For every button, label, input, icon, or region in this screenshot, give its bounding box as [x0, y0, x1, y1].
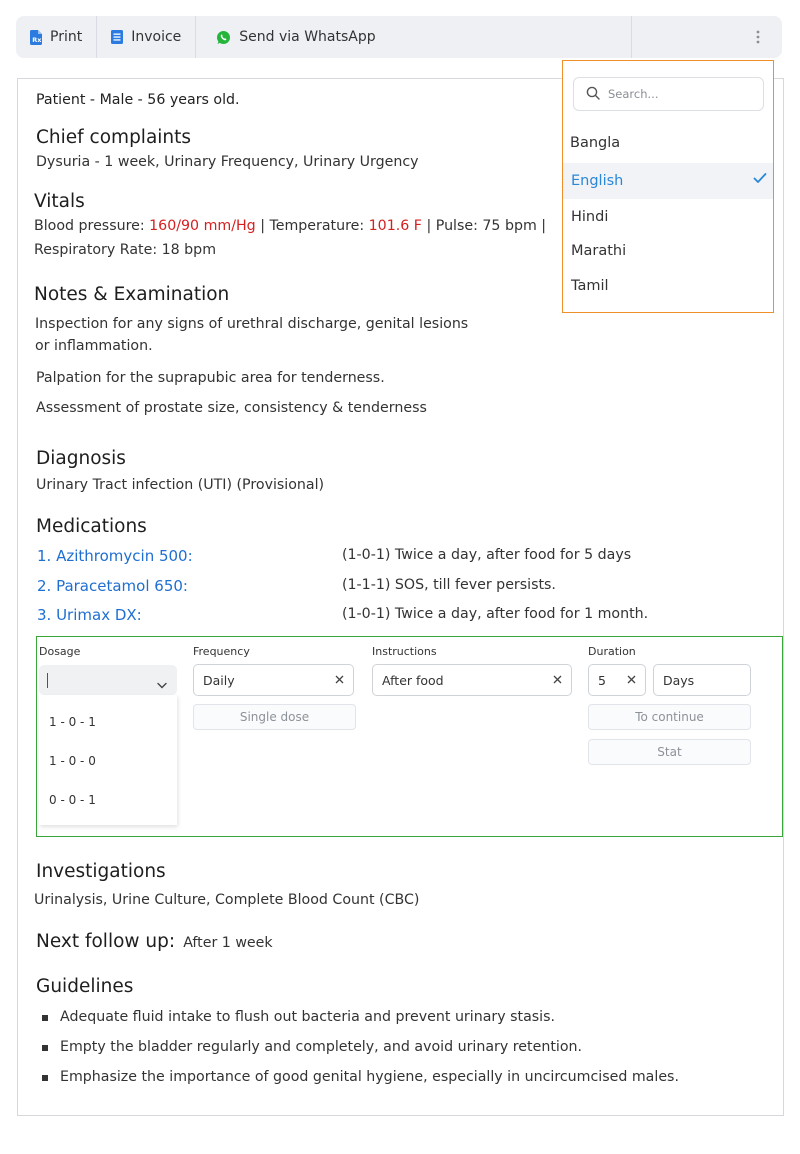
frequency-field[interactable]: [193, 664, 354, 696]
language-option-english[interactable]: [563, 163, 773, 199]
language-option-hindi[interactable]: Hindi: [571, 209, 609, 225]
toolbar-divider: [631, 16, 632, 58]
bp-value: 160/90 mm/Hg: [149, 218, 256, 234]
clear-duration-icon[interactable]: [626, 673, 637, 688]
bp-label: Blood pressure:: [34, 218, 145, 234]
diagnosis-title: Diagnosis: [36, 448, 126, 469]
print-label: Print: [50, 29, 83, 45]
clear-frequency-icon[interactable]: [334, 673, 345, 688]
guideline-item: Emphasize the importance of good genital hygiene, especially in uncircumcised males.: [60, 1069, 679, 1085]
language-search[interactable]: [573, 77, 764, 111]
diagnosis-text: Urinary Tract infection (UTI) (Provisional): [36, 477, 325, 493]
bullet-icon: [42, 1075, 48, 1081]
language-option-marathi[interactable]: Marathi: [571, 243, 627, 259]
invoice-button[interactable]: [97, 16, 195, 58]
duration-label: Duration: [588, 645, 636, 658]
medication-instruction: (1-0-1) Twice a day, after food for 1 month.: [342, 606, 649, 622]
medication-instruction: (1-0-1) Twice a day, after food for 5 days: [342, 547, 632, 563]
notes-title: Notes & Examination: [34, 284, 230, 305]
duration-field[interactable]: [588, 664, 646, 696]
to-continue-button[interactable]: To continue: [588, 704, 751, 730]
frequency-value: Daily: [203, 672, 235, 688]
follow-up-label: Next follow up:: [36, 931, 176, 952]
follow-up-value: After 1 week: [183, 935, 273, 951]
language-option-bangla[interactable]: Bangla: [570, 135, 621, 151]
patient-details: Male - 56 years old.: [99, 92, 240, 108]
medication-name[interactable]: 1. Azithromycin 500:: [37, 547, 193, 565]
invoice-label: Invoice: [131, 29, 182, 45]
single-dose-button[interactable]: Single dose: [193, 704, 356, 730]
chief-complaints-text: Dysuria - 1 week, Urinary Frequency, Urinary Urgency: [36, 154, 419, 170]
instructions-label: Instructions: [372, 645, 437, 658]
dosage-option[interactable]: 0 - 0 - 1: [49, 793, 96, 807]
medication-editor: [36, 636, 783, 837]
chevron-down-icon[interactable]: [157, 674, 167, 693]
notes-line: Assessment of prostate size, consistency & tenderness: [36, 400, 427, 416]
vitals-line: [34, 218, 546, 234]
dosage-option[interactable]: 1 - 0 - 0: [49, 754, 96, 768]
medications-title: Medications: [36, 516, 147, 537]
language-option-label: English: [571, 173, 624, 189]
patient-line: [36, 92, 240, 108]
dosage-options-list: [39, 695, 177, 825]
notes-line: Palpation for the suprapubic area for tenderness.: [36, 370, 385, 386]
action-toolbar: [16, 16, 782, 58]
checkmark-icon: [753, 172, 767, 188]
vitals-title: Vitals: [34, 191, 85, 212]
patient-label: Patient: [36, 92, 86, 108]
follow-up-line: [36, 931, 273, 952]
bullet-icon: [42, 1015, 48, 1021]
print-button[interactable]: [16, 16, 96, 58]
language-search-input[interactable]: [608, 87, 748, 101]
duration-value: 5: [598, 672, 606, 688]
text-cursor: [47, 673, 48, 688]
svg-text:Rx: Rx: [32, 35, 42, 44]
prescription-file-icon: [30, 30, 42, 45]
dosage-option[interactable]: 1 - 0 - 1: [49, 715, 96, 729]
medication-name[interactable]: 2. Paracetamol 650:: [37, 577, 188, 595]
language-option-tamil[interactable]: Tamil: [571, 278, 609, 294]
search-icon: [586, 85, 600, 104]
clear-instructions-icon[interactable]: [552, 673, 563, 688]
whatsapp-label: Send via WhatsApp: [239, 29, 376, 45]
temperature-value: 101.6 F: [368, 218, 422, 234]
stat-button[interactable]: Stat: [588, 739, 751, 765]
more-options-icon[interactable]: [734, 16, 782, 58]
instructions-value: After food: [382, 672, 444, 688]
whatsapp-icon: [216, 30, 231, 45]
dosage-input[interactable]: [39, 665, 177, 695]
instructions-field[interactable]: [372, 664, 572, 696]
notes-line: or inflammation.: [35, 338, 153, 354]
frequency-label: Frequency: [193, 645, 250, 658]
patient-separator: -: [89, 92, 96, 108]
pulse-text: | Pulse: 75 bpm |: [426, 218, 547, 234]
guideline-item: Empty the bladder regularly and completely, and avoid urinary retention.: [60, 1039, 583, 1055]
notes-line: Inspection for any signs of urethral discharge, genital lesions: [35, 316, 469, 332]
invoice-icon: [111, 30, 123, 44]
respiratory-rate: Respiratory Rate: 18 bpm: [34, 242, 217, 258]
medication-name[interactable]: 3. Urimax DX:: [37, 606, 142, 624]
language-dropdown: [562, 60, 774, 313]
duration-unit-value: Days: [663, 672, 695, 688]
investigations-title: Investigations: [36, 861, 166, 882]
temperature-label: | Temperature:: [260, 218, 365, 234]
bullet-icon: [42, 1045, 48, 1051]
investigations-text: Urinalysis, Urine Culture, Complete Blood Count (CBC): [34, 892, 420, 908]
medication-instruction: (1-1-1) SOS, till fever persists.: [342, 577, 556, 593]
dosage-label: Dosage: [39, 645, 81, 658]
chief-complaints-title: Chief complaints: [36, 127, 192, 148]
guidelines-title: Guidelines: [36, 976, 134, 997]
guideline-item: Adequate fluid intake to flush out bacteria and prevent urinary stasis.: [60, 1009, 556, 1025]
duration-unit-field[interactable]: [653, 664, 751, 696]
send-whatsapp-button[interactable]: [196, 16, 389, 58]
